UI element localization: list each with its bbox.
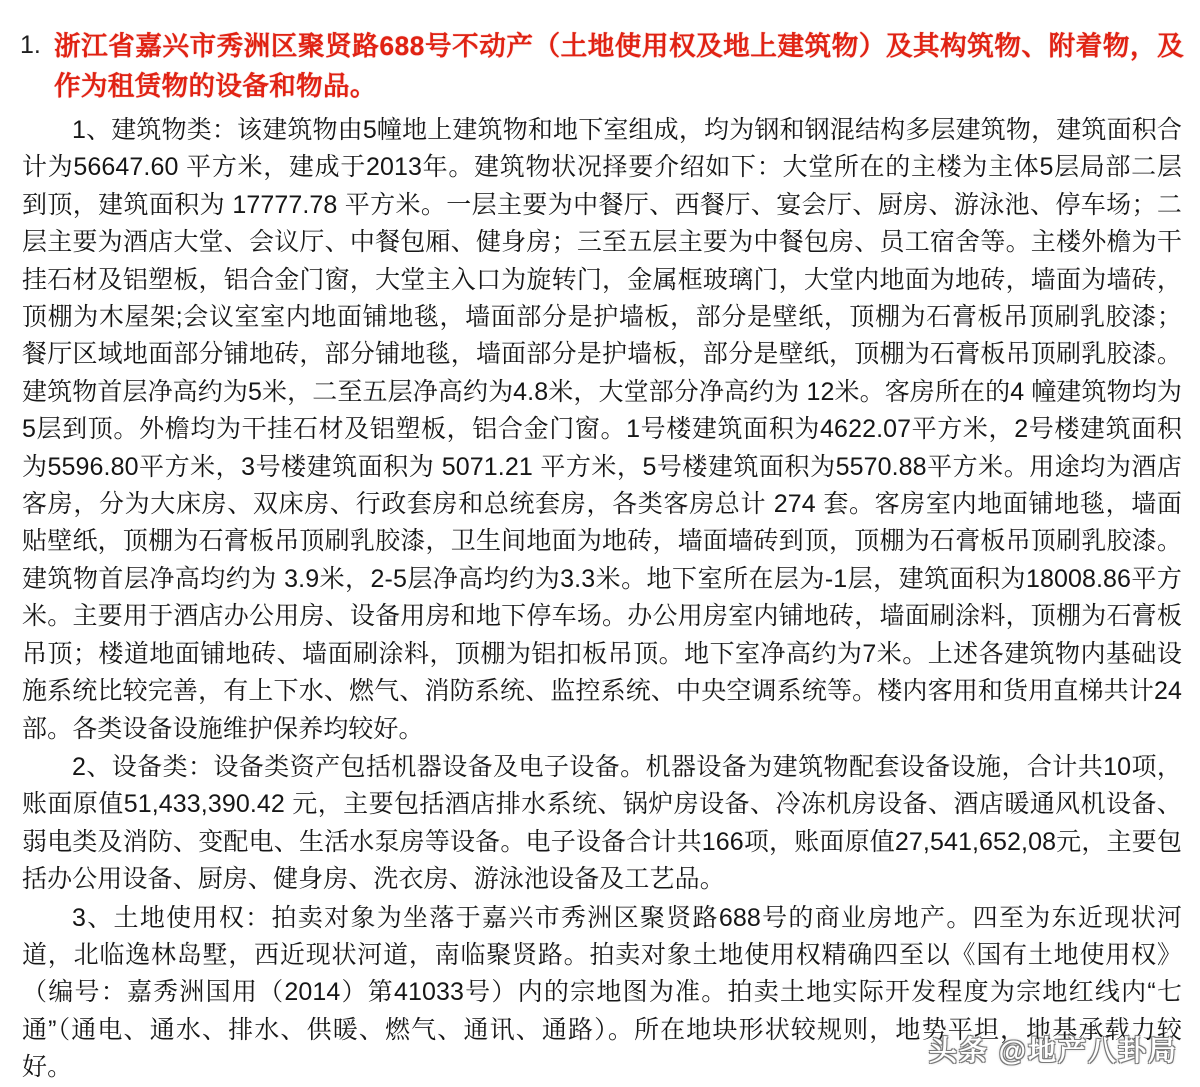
title-list-number: 1. [20,31,41,59]
paragraph-equipment: 2、设备类：设备类资产包括机器设备及电子设备。机器设备为建筑物配套设备设施，合计共10项，账面原值51,433,390.42 元，主要包括酒店排水系统、锅炉房设备、冷冻机房设备、酒店暖通风机设备、弱电类及消防、变配电、生活水泵房等设备。电子设备合计共166项，账面原值27,541,652,08元，主要包括办公用设备、厨房、健身房、洗衣房、游泳池设备及工艺品。 [22,752,1182,894]
document-body [14,112,1186,1087]
paragraph-buildings: 1、建筑物类：该建筑物由5幢地上建筑物和地下室组成，均为钢和钢混结构多层建筑物，建筑面积合计为56647.60 平方米，建成于2013年。建筑物状况择要介绍如下：大堂所在的主楼为主体5层局部二层到顶，建筑面积为 17777.78 平方米。一层主要为中餐厅、西餐厅、宴会厅、厨房、游泳池、停车场；二层主要为酒店大堂、会议厅、中餐包厢、健身房；三至五层主要为中餐包房、员工宿舍等。主楼外檐为干挂石材及铝塑板，铝合金门窗，大堂主入口为旋转门，金属框玻璃门，大堂内地面为地砖，墙面为墙砖，顶棚为木屋架;会议室室内地面铺地毯，墙面部分是护墙板，部分是壁纸，顶棚为石膏板吊顶刷乳胶漆；餐厅区域地面部分铺地砖，部分铺地毯，墙面部分是护墙板，部分是壁纸，顶棚为石膏板吊顶刷乳胶漆。建筑物首层净高约为5米，二至五层净高约为4.8米，大堂部分净高约为 12米。客房所在的4 幢建筑物均为5层到顶。外檐均为干挂石材及铝塑板，铝合金门窗。1号楼建筑面积为4622.07平方米，2号楼建筑面积为5596.80平方米，3号楼建筑面积为 5071.21 平方米，5号楼建筑面积为5570.88平方米。用途均为酒店客房，分为大床房、双床房、行政套房和总统套房，各类客房总计 274 套。客房室内地面铺地毯，墙面贴壁纸，顶棚为石膏板吊顶刷乳胶漆，卫生间地面为地砖，墙面墙砖到顶，顶棚为石膏板吊顶刷乳胶漆。建筑物首层净高均约为 3.9米，2-5层净高均约为3.3米。地下室所在层为-1层，建筑面积为18008.86平方米。主要用于酒店办公用房、设备用房和地下停车场。办公用房室内铺地砖，墙面刷涂料，顶棚为石膏板吊顶；楼道地面铺地砖、墙面刷涂料，顶棚为铝扣板吊顶。地下室净高约为7米。上述各建筑物内基础设施系统比较完善，有上下水、燃气、消防系统、监控系统、中央空调系统等。楼内客用和货用直梯共计24部。各类设备设施维护保养均较好。 [22,116,1182,743]
page-title: 浙江省嘉兴市秀洲区聚贤路688号不动产（土地使用权及地上建筑物）及其构筑物、附着物，及作为租赁物的设备和物品。 [54,31,1184,101]
numbered-title [14,18,1186,106]
watermark: 头条 @地产八卦局 [928,1035,1178,1066]
paragraph-land-use-right: 3、土地使用权：拍卖对象为坐落于嘉兴市秀洲区聚贤路688号的商业房地产。四至为东近现状河道，北临逸林岛墅，西近现状河道，南临聚贤路。拍卖对象土地使用权精确四至以《国有土地使用权》（编号：嘉秀洲国用（2014）第41033号）内的宗地图为准。拍卖土地实际开发程度为宗地红线内“七通”（通电、通水、排水、供暖、燃气、通讯、通路）。所在地块形状较规则，地势平坦，地基承载力较好。 [22,903,1182,1082]
